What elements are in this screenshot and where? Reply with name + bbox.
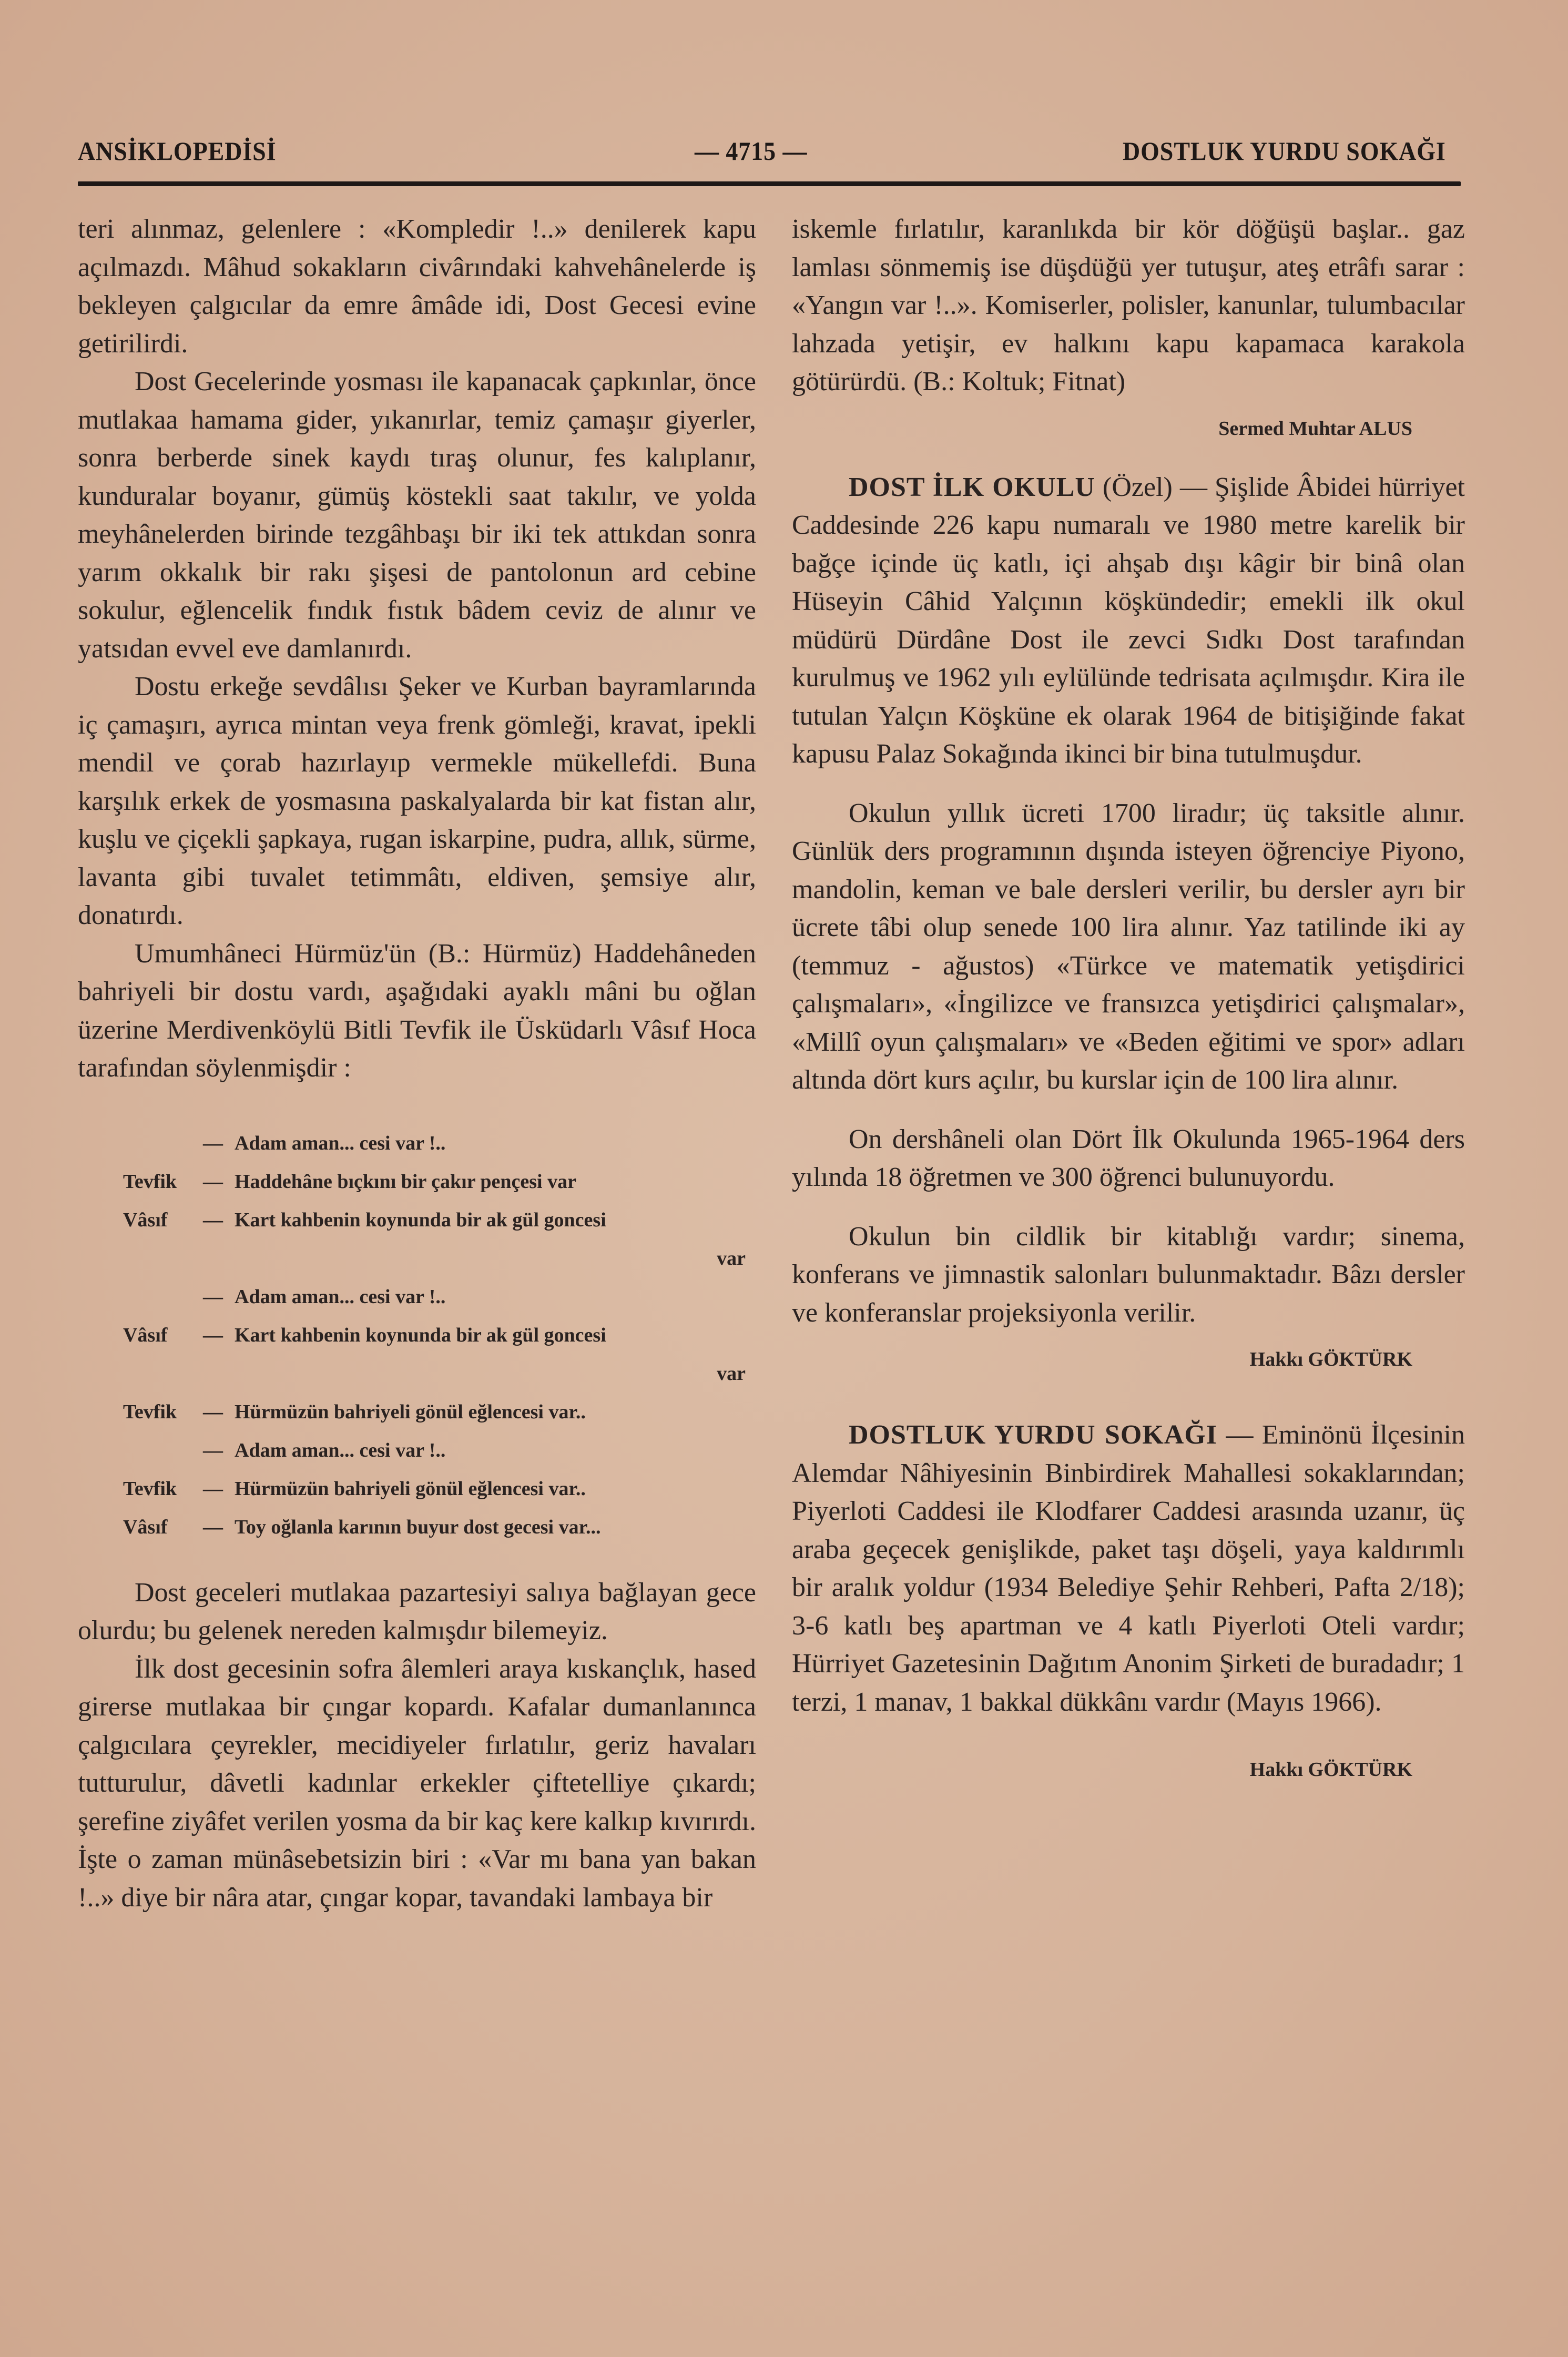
paragraph: teri alınmaz, gelenlere : «Kompledir !..» denilerek kapu açılmazdı. Mâhud sokakların civârındaki kahvehânelerde iş bekleyen çalgıcılar da emre âmâde idi, Dost Gecesi evine getirilirdi. xyxy=(78,214,756,359)
paragraph: Okulun yıllık ücreti 1700 liradır; üç taksitle alınır. Günlük ders programının dışında isteyen öğrenciye Piyono, mandolin, keman ve bale dersleri verilir, bu dersler ayrı bir ücrete tâbi olup senede 100 lira alınır. Yaz tatilinde iki ay (temmuz - ağustos) «Türkce ve matematik yetişdirici çalışmaları», «İngilizce ve fransızca yetişdirici çalışmalar», «Millî oyun çalışmaları» ve «Beden eğitimi ve spor» adları altında dört kurs açılır, bu kurslar için de 100 lira alınır. xyxy=(792,798,1465,1095)
poem-dash: — xyxy=(203,1439,223,1461)
poem-speaker: Vâsıf xyxy=(123,1516,168,1538)
spacer xyxy=(792,1197,1465,1218)
right-column xyxy=(792,210,1465,1789)
poem-line xyxy=(78,1393,756,1431)
poem-dash: — xyxy=(203,1170,223,1193)
poem-line xyxy=(78,1431,756,1470)
poem-speaker: Vâsıf xyxy=(123,1208,168,1231)
paragraph: Umumhâneci Hürmüz'ün (B.: Hürmüz) Haddehâneden bahriyeli bir dostu vardı, aşağıdaki ayaklı mâni bu oğlan üzerine Merdivenköylü Bitli Tevfik ile Üsküdarlı Vâsıf Hoca tarafından söylenmişdir : xyxy=(78,938,756,1083)
left-column xyxy=(78,210,756,1917)
entry-title: DOST İLK OKULU xyxy=(849,472,1095,502)
header-rule xyxy=(78,181,1461,186)
header-publication-title: ANSİKLOPEDİSİ xyxy=(78,136,277,166)
poem-speaker: Vâsıf xyxy=(123,1324,168,1346)
poem-text: Hürmüzün bahriyeli gönül eğlencesi var.. xyxy=(235,1477,586,1500)
poem-line xyxy=(78,1470,756,1508)
author-signature: Hakkı GÖKTÜRK xyxy=(1249,1759,1412,1781)
poem-continuation: var xyxy=(717,1247,746,1269)
paragraph: İlk dost gecesinin sofra âlemleri araya kıskançlık, hased girerse mutlakaa bir çıngar kopardı. Kafalar dumanlanınca çalgıcılara çeyrekler, mecidiyeler fırlatılır, geriz havaları tutturulur, dâvetli kadınlar erkekler çiftetelliye çıkardı; şerefine ziyâfet verilen yosma da bir kaç kere kalkıp kıvırırdı. İşte o zaman münâsebetsizin biri : «Var mı bana yan bakan !..» diye bir nâra atar, çıngar kopar, tavandaki lambaya bir xyxy=(78,1653,756,1913)
header-entry-title: DOSTLUK YURDU SOKAĞI xyxy=(1122,136,1446,166)
poem-dash: — xyxy=(203,1132,223,1154)
poem-dash: — xyxy=(203,1400,223,1423)
poem-line xyxy=(78,1124,756,1163)
author-signature: Hakkı GÖKTÜRK xyxy=(1249,1348,1412,1370)
poem-text: Kart kahbenin koynunda bir ak gül goncesi xyxy=(235,1208,606,1231)
encyclopedia-entry xyxy=(792,1416,1465,1721)
poem-speaker xyxy=(78,1278,203,1316)
mani-poem xyxy=(78,1124,756,1547)
spacer xyxy=(792,1721,1465,1742)
poem-text: Hürmüzün bahriyeli gönül eğlencesi var.. xyxy=(235,1400,586,1423)
poem-speaker: Tevfik xyxy=(123,1170,177,1193)
poem-speaker: Tevfik xyxy=(123,1400,177,1423)
poem-dash: — xyxy=(203,1477,223,1500)
running-header xyxy=(78,136,1446,172)
paragraph: On dershâneli olan Dört İlk Okulunda 1965-1964 ders yılında 18 öğretmen ve 300 öğrenci bulunuyordu. xyxy=(792,1124,1465,1192)
spacer xyxy=(792,774,1465,795)
paragraph: Dost Gecelerinde yosması ile kapanacak çapkınlar, önce mutlakaa hamama gider, yıkanırlar, temiz çamaşır giyerler, sonra berberde sinek kaydı tıraş olunur, fes kalıplanır, kunduralar boyanır, gümüş köstekli saat takılır, ve yolda meyhânelerden birinde tezgâhbaşı bir iki tek attıkdan sonra yarım okkalık bir rakı şişesi de pantolonun ard cebine sokulur, eğlencelik fındık fıstık bâdem ceviz de alınır ve yatsıdan evvel eve damlanırdı. xyxy=(78,367,756,664)
poem-text: Adam aman... cesi var !.. xyxy=(235,1285,446,1308)
poem-dash: — xyxy=(203,1208,223,1231)
paragraph: Dostu erkeğe sevdâlısı Şeker ve Kurban bayramlarında iç çamaşırı, ayrıca mintan veya frenk gömleği, kravat, ipekli mendil ve çorab hazırlayıp vermekle mükellefdi. Buna karşılık erkek de yosmasına paskalyalarda bir kat fistan alır, kuşlu ve çiçekli şapkaya, rugan iskarpine, pudra, allık, sürme, lavanta gibi tuvalet tetimmâtı, eldiven, şemsiye alır, donatırdı. xyxy=(78,672,756,930)
paragraph: Okulun bin cildlik bir kitablığı vardır; sinema, konferans ve jimnastik salonları bulunmaktadır. Bâzı dersler ve konferanslar projeksiyonla verilir. xyxy=(792,1221,1465,1328)
paragraph: iskemle fırlatılır, karanlıkda bir kör döğüşü başlar.. gaz lamlası sönmemiş ise düşdüğü yer tutuşur, ateş etrâfı sarar : «Yangın var !..». Komiserler, polisler, kanunlar, tulumbacılar lahzada yetişir, ev halkını kapu kapamaca karakola götürürdü. (B.: Koltuk; Fitnat) xyxy=(792,214,1465,397)
poem-speaker: Tevfik xyxy=(123,1477,177,1500)
poem-line xyxy=(78,1316,756,1355)
poem-text: Toy oğlanla karının buyur dost gecesi var... xyxy=(235,1516,601,1538)
encyclopedia-entry xyxy=(792,469,1465,774)
poem-speaker xyxy=(78,1431,203,1470)
spacer xyxy=(792,1100,1465,1121)
spacer xyxy=(792,448,1465,469)
poem-line xyxy=(78,1508,756,1547)
poem-text: Adam aman... cesi var !.. xyxy=(235,1132,446,1154)
poem-line xyxy=(78,1163,756,1201)
entry-body: — Eminönü İlçesinin Alemdar Nâhiyesinin Binbirdirek Mahallesi sokaklarından; Piyerloti Caddesi ile Klodfarer Caddesi arasında uzanır, üç araba geçecek genişlikde, paket taşı döşeli, yaya kaldırımlı bir aralık yoldur (1934 Belediye Şehir Rehberi, Pafta 2/18); 3-6 katlı beş apartman ve 4 katlı Piyerloti Oteli vardır; Hürriyet Gazetesinin Dağıtım Anonim Şirketi de buradadır; 1 terzi, 1 manav, 1 bakkal dükkânı vardır (Mayıs 1966). xyxy=(792,1420,1465,1717)
poem-line xyxy=(78,1278,756,1316)
poem-dash: — xyxy=(203,1516,223,1538)
poem-text: Haddehâne bıçkını bir çakır pençesi var xyxy=(235,1170,576,1193)
entry-body: (Özel) — Şişlide Âbidei hürriyet Caddesinde 226 kapu numaralı ve 1980 metre karelik bir bağçe içinde üç katlı, içi ahşab dışı kâgir bir binâ olan Hüseyin Câhid Yalçının köşkündedir; emekli ilk okul müdürü Dürdâne Dost ile zevci Sıdkı Dost tarafından kurulmuş ve 1962 yılı eylülünde tedrisata açılmışdır. Kira ile tutulan Yalçın Köşküne ek olarak 1964 de bitişiğinde fakat kapusu Palaz Sokağında ikinci bir bina tutulmuşdur. xyxy=(792,472,1465,769)
author-signature: Sermed Muhtar ALUS xyxy=(1218,417,1412,440)
poem-text: Kart kahbenin koynunda bir ak gül goncesi xyxy=(235,1324,606,1346)
poem-continuation: var xyxy=(717,1362,746,1385)
poem-text: Adam aman... cesi var !.. xyxy=(235,1439,446,1461)
spacer xyxy=(792,1378,1465,1416)
poem-line xyxy=(78,1201,756,1240)
entry-title: DOSTLUK YURDU SOKAĞI xyxy=(849,1420,1218,1450)
poem-speaker xyxy=(78,1124,203,1163)
poem-dash: — xyxy=(203,1285,223,1308)
poem-dash: — xyxy=(203,1324,223,1346)
paragraph: Dost geceleri mutlakaa pazartesiyi salıya bağlayan gece olurdu; bu gelenek nereden kalmışdır bilemeyiz. xyxy=(78,1577,756,1645)
page-number: — 4715 — xyxy=(695,136,808,166)
